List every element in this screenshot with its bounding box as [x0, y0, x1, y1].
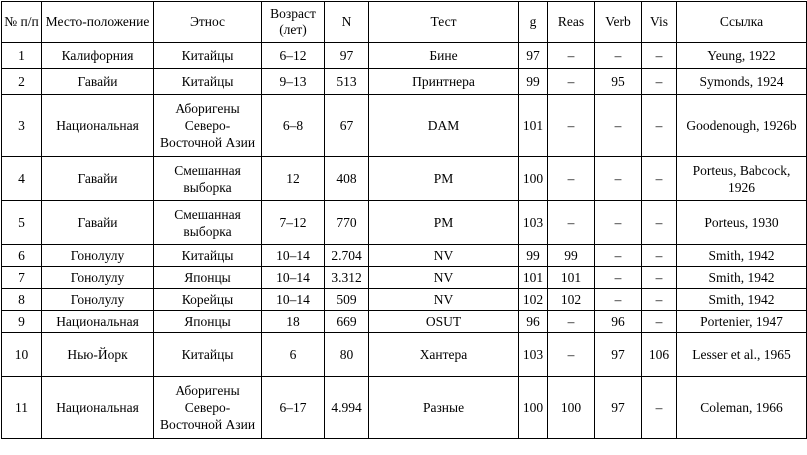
cell-test: PM [369, 157, 519, 201]
header-g: g [519, 2, 548, 43]
cell-ref: Lesser et al., 1965 [677, 333, 807, 377]
cell-num: 2 [2, 69, 42, 95]
cell-ref: Portenier, 1947 [677, 311, 807, 333]
cell-num: 5 [2, 201, 42, 245]
table-row [2, 201, 807, 245]
cell-ref: Smith, 1942 [677, 267, 807, 289]
cell-vis: – [642, 201, 677, 245]
cell-ethnos: Японцы [154, 311, 262, 333]
cell-n: 67 [325, 95, 369, 157]
cell-verb: 97 [595, 333, 642, 377]
cell-vis: – [642, 157, 677, 201]
cell-place: Национальная [42, 377, 154, 439]
cell-n: 509 [325, 289, 369, 311]
cell-place: Национальная [42, 311, 154, 333]
cell-reas: – [548, 157, 595, 201]
cell-vis: – [642, 43, 677, 69]
cell-ref: Yeung, 1922 [677, 43, 807, 69]
cell-n: 408 [325, 157, 369, 201]
header-num: № п/п [2, 2, 42, 43]
cell-g: 97 [519, 43, 548, 69]
header-ref: Ссылка [677, 2, 807, 43]
cell-g: 99 [519, 245, 548, 267]
table-row [2, 43, 807, 69]
cell-reas: – [548, 95, 595, 157]
cell-verb: 97 [595, 377, 642, 439]
cell-vis: – [642, 267, 677, 289]
header-test: Тест [369, 2, 519, 43]
header-n: N [325, 2, 369, 43]
cell-num: 7 [2, 267, 42, 289]
cell-age: 18 [262, 311, 325, 333]
cell-age: 10–14 [262, 245, 325, 267]
cell-ethnos: Китайцы [154, 333, 262, 377]
cell-test: NV [369, 245, 519, 267]
header-vis: Vis [642, 2, 677, 43]
cell-n: 3.312 [325, 267, 369, 289]
cell-place: Национальная [42, 95, 154, 157]
cell-verb: – [595, 289, 642, 311]
cell-g: 96 [519, 311, 548, 333]
cell-age: 10–14 [262, 267, 325, 289]
table-row [2, 377, 807, 439]
cell-test: NV [369, 289, 519, 311]
cell-ethnos: Аборигены Северо-Восточной Азии [154, 95, 262, 157]
cell-ethnos: Аборигены Северо-Восточной Азии [154, 377, 262, 439]
cell-verb: – [595, 245, 642, 267]
cell-num: 4 [2, 157, 42, 201]
table-row [2, 333, 807, 377]
cell-test: NV [369, 267, 519, 289]
table-row [2, 95, 807, 157]
cell-ref: Porteus, 1930 [677, 201, 807, 245]
table-body [2, 43, 807, 439]
cell-ethnos: Смешанная выборка [154, 157, 262, 201]
cell-test: Бине [369, 43, 519, 69]
cell-verb: – [595, 267, 642, 289]
cell-age: 12 [262, 157, 325, 201]
cell-ref: Goodenough, 1926b [677, 95, 807, 157]
cell-age: 6–17 [262, 377, 325, 439]
cell-n: 4.994 [325, 377, 369, 439]
header-age: Возраст (лет) [262, 2, 325, 43]
cell-g: 101 [519, 95, 548, 157]
table-row [2, 311, 807, 333]
cell-g: 102 [519, 289, 548, 311]
cell-num: 1 [2, 43, 42, 69]
cell-n: 669 [325, 311, 369, 333]
cell-test: Хантера [369, 333, 519, 377]
table-row [2, 289, 807, 311]
cell-reas: – [548, 69, 595, 95]
cell-place: Гонолулу [42, 245, 154, 267]
cell-age: 6 [262, 333, 325, 377]
cell-reas: 99 [548, 245, 595, 267]
cell-num: 10 [2, 333, 42, 377]
cell-test: DAM [369, 95, 519, 157]
header-reas: Reas [548, 2, 595, 43]
cell-ref: Smith, 1942 [677, 245, 807, 267]
cell-test: Принтнера [369, 69, 519, 95]
cell-verb: – [595, 95, 642, 157]
cell-ethnos: Китайцы [154, 43, 262, 69]
data-table [1, 1, 807, 439]
cell-vis: – [642, 95, 677, 157]
cell-reas: – [548, 333, 595, 377]
cell-vis: – [642, 289, 677, 311]
table-row [2, 267, 807, 289]
cell-vis: – [642, 69, 677, 95]
table-row [2, 157, 807, 201]
cell-verb: – [595, 43, 642, 69]
cell-n: 97 [325, 43, 369, 69]
cell-reas: 100 [548, 377, 595, 439]
cell-g: 103 [519, 333, 548, 377]
cell-n: 513 [325, 69, 369, 95]
cell-age: 10–14 [262, 289, 325, 311]
cell-age: 6–8 [262, 95, 325, 157]
cell-num: 3 [2, 95, 42, 157]
cell-n: 770 [325, 201, 369, 245]
cell-verb: – [595, 201, 642, 245]
cell-vis: – [642, 245, 677, 267]
cell-test: Разные [369, 377, 519, 439]
cell-verb: 95 [595, 69, 642, 95]
cell-ethnos: Китайцы [154, 69, 262, 95]
cell-g: 100 [519, 157, 548, 201]
cell-place: Гонолулу [42, 289, 154, 311]
cell-test: PM [369, 201, 519, 245]
cell-g: 101 [519, 267, 548, 289]
cell-age: 9–13 [262, 69, 325, 95]
cell-num: 9 [2, 311, 42, 333]
cell-reas: – [548, 43, 595, 69]
cell-verb: 96 [595, 311, 642, 333]
cell-ref: Smith, 1942 [677, 289, 807, 311]
cell-place: Калифорния [42, 43, 154, 69]
header-ethnos: Этнос [154, 2, 262, 43]
table-row [2, 69, 807, 95]
cell-place: Гавайи [42, 69, 154, 95]
cell-reas: 102 [548, 289, 595, 311]
cell-num: 6 [2, 245, 42, 267]
cell-g: 100 [519, 377, 548, 439]
cell-ethnos: Китайцы [154, 245, 262, 267]
cell-reas: 101 [548, 267, 595, 289]
cell-vis: – [642, 377, 677, 439]
cell-verb: – [595, 157, 642, 201]
cell-reas: – [548, 201, 595, 245]
cell-place: Гавайи [42, 157, 154, 201]
header-row [2, 2, 807, 43]
cell-place: Гавайи [42, 201, 154, 245]
cell-place: Гонолулу [42, 267, 154, 289]
cell-num: 11 [2, 377, 42, 439]
table-row [2, 245, 807, 267]
cell-ref: Porteus, Babcock, 1926 [677, 157, 807, 201]
cell-ref: Coleman, 1966 [677, 377, 807, 439]
header-place: Место-положение [42, 2, 154, 43]
cell-vis: – [642, 311, 677, 333]
cell-age: 7–12 [262, 201, 325, 245]
cell-g: 99 [519, 69, 548, 95]
cell-place: Нью-Йорк [42, 333, 154, 377]
cell-test: OSUT [369, 311, 519, 333]
cell-ethnos: Смешанная выборка [154, 201, 262, 245]
cell-vis: 106 [642, 333, 677, 377]
cell-n: 2.704 [325, 245, 369, 267]
cell-ethnos: Японцы [154, 267, 262, 289]
cell-n: 80 [325, 333, 369, 377]
cell-num: 8 [2, 289, 42, 311]
cell-ethnos: Корейцы [154, 289, 262, 311]
cell-age: 6–12 [262, 43, 325, 69]
cell-reas: – [548, 311, 595, 333]
cell-ref: Symonds, 1924 [677, 69, 807, 95]
cell-g: 103 [519, 201, 548, 245]
header-verb: Verb [595, 2, 642, 43]
